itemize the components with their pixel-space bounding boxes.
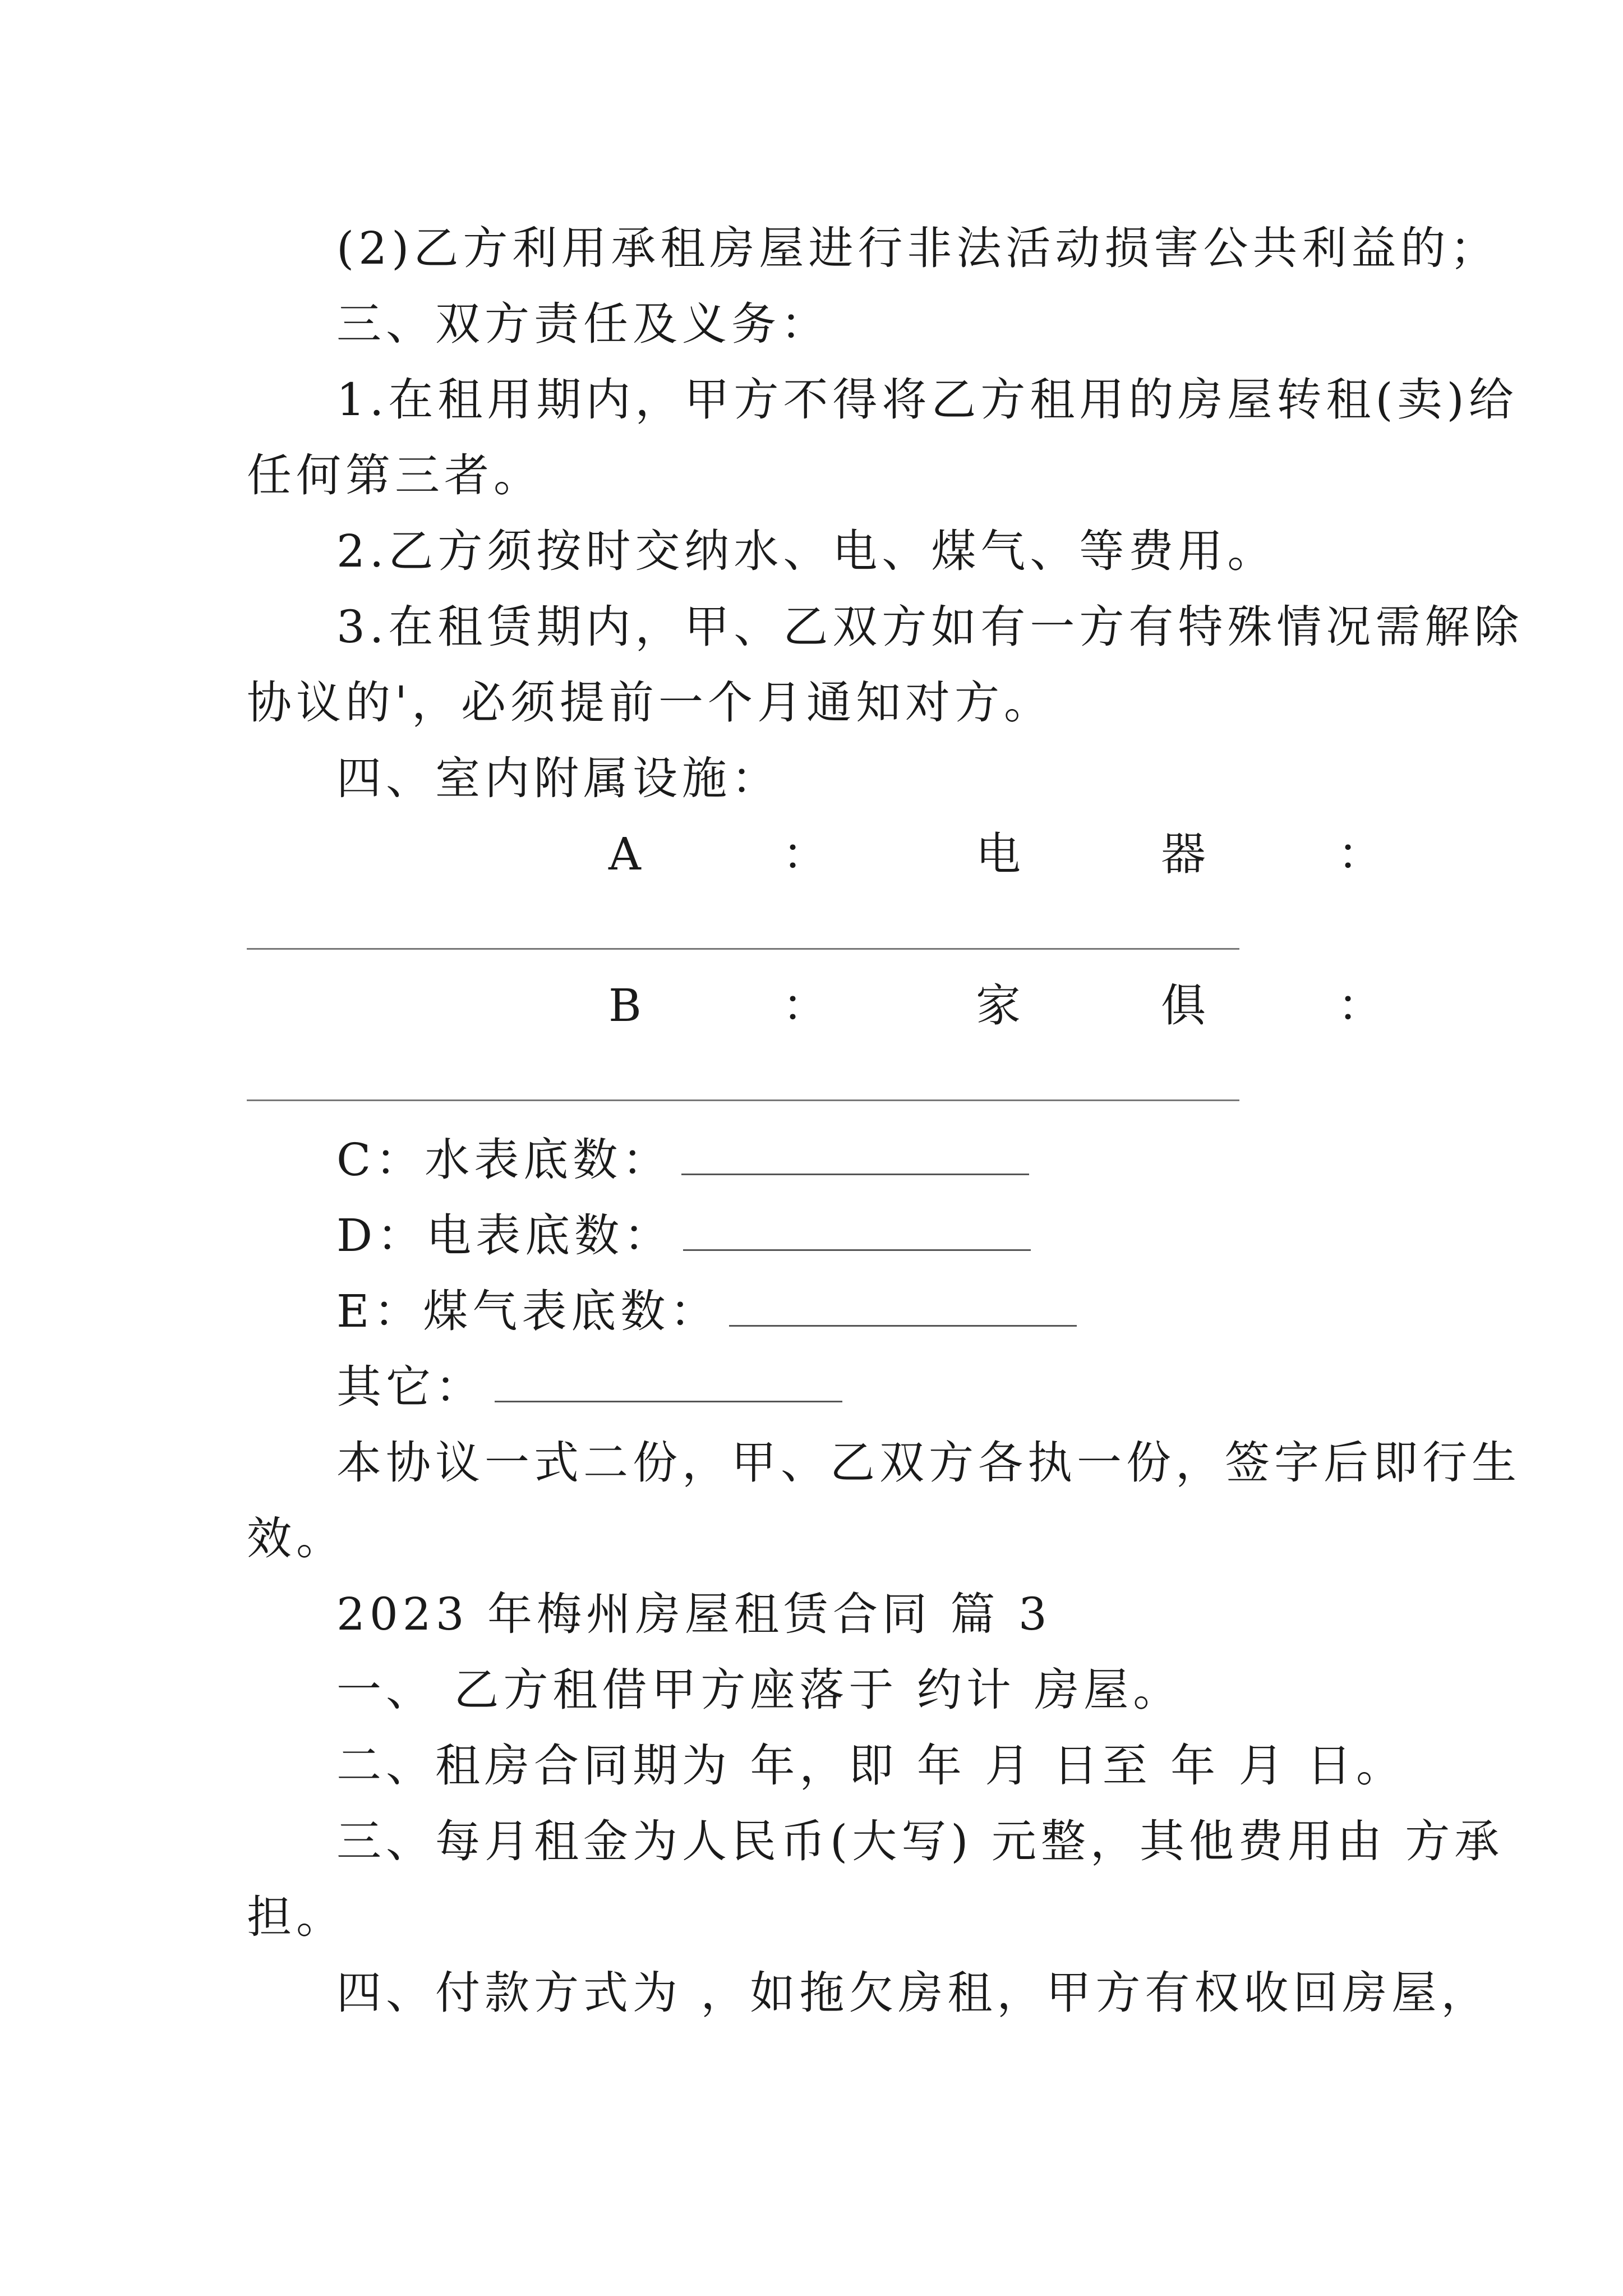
contract-3-clause-1: 一、 乙方租借甲方座落于 约计 房屋。 — [336, 1664, 1183, 1716]
contract-3-title: 2023 年梅州房屋租赁合同 篇 3 — [336, 1588, 1052, 1640]
facility-b-char-1: 家 — [976, 979, 1021, 1032]
other-blank — [495, 1401, 842, 1402]
facility-b-colon: ： — [782, 979, 827, 1032]
gas-meter-row — [336, 1285, 1077, 1338]
duty-2: 2.乙方须按时交纳水、电、煤气、等费用。 — [336, 525, 1277, 577]
duty-3-line-2: 协议的'，必须提前一个月通知对方。 — [247, 677, 1053, 729]
contract-3-clause-3-line-1: 三、每月租金为人民币(大写) 元整，其他费用由 方承 — [336, 1815, 1504, 1867]
facility-a-char-1: 电 — [976, 828, 1021, 880]
electric-meter-label: D：电表底数： — [336, 1209, 674, 1262]
facility-a-blank-line — [247, 948, 1239, 950]
gas-meter-blank — [729, 1325, 1077, 1327]
facility-a-letter: A — [608, 828, 641, 880]
duty-3-line-1: 3.在租赁期内，甲、乙双方如有一方有特殊情况需解除 — [336, 601, 1524, 653]
duty-1-line-1: 1.在租用期内，甲方不得将乙方租用的房屋转租(卖)给 — [336, 374, 1518, 426]
contract-3-clause-4: 四、付款方式为 ，如拖欠房租，甲方有权收回房屋， — [336, 1967, 1491, 2019]
facility-a-colon: ： — [782, 828, 827, 880]
facility-b-end-colon: ： — [1338, 979, 1382, 1032]
water-meter-label: C：水表底数： — [336, 1134, 672, 1186]
electric-meter-row — [336, 1209, 1031, 1263]
contract-3-clause-3-line-2: 担。 — [247, 1891, 345, 1943]
other-label: 其它： — [336, 1361, 485, 1413]
contract-3-clause-2: 二、租房合同期为 年，即 年 月 日至 年 月 日。 — [336, 1740, 1406, 1792]
copies-line-1: 本协议一式二份，甲、乙双方各执一份，签字后即行生 — [336, 1437, 1521, 1489]
duty-1-line-2: 任何第三者。 — [247, 449, 543, 501]
section-3-heading: 三、双方责任及义务： — [336, 298, 830, 350]
copies-line-2: 效。 — [247, 1512, 345, 1565]
facility-a-end-colon: ： — [1338, 828, 1382, 880]
water-meter-blank — [681, 1174, 1029, 1175]
facility-b-blank-line — [247, 1099, 1239, 1101]
facility-b-letter: B — [608, 979, 642, 1032]
clause-2-2: (2)乙方利用承租房屋进行非法活动损害公共利益的； — [336, 222, 1500, 274]
gas-meter-label: E：煤气表底数： — [336, 1285, 720, 1337]
water-meter-row — [336, 1133, 1029, 1187]
section-4-heading: 四、室内附属设施： — [336, 752, 781, 804]
facility-b-char-2: 俱 — [1161, 979, 1206, 1032]
electric-meter-blank — [683, 1249, 1031, 1251]
facility-a-char-2: 器 — [1161, 828, 1206, 880]
other-row — [336, 1360, 842, 1414]
